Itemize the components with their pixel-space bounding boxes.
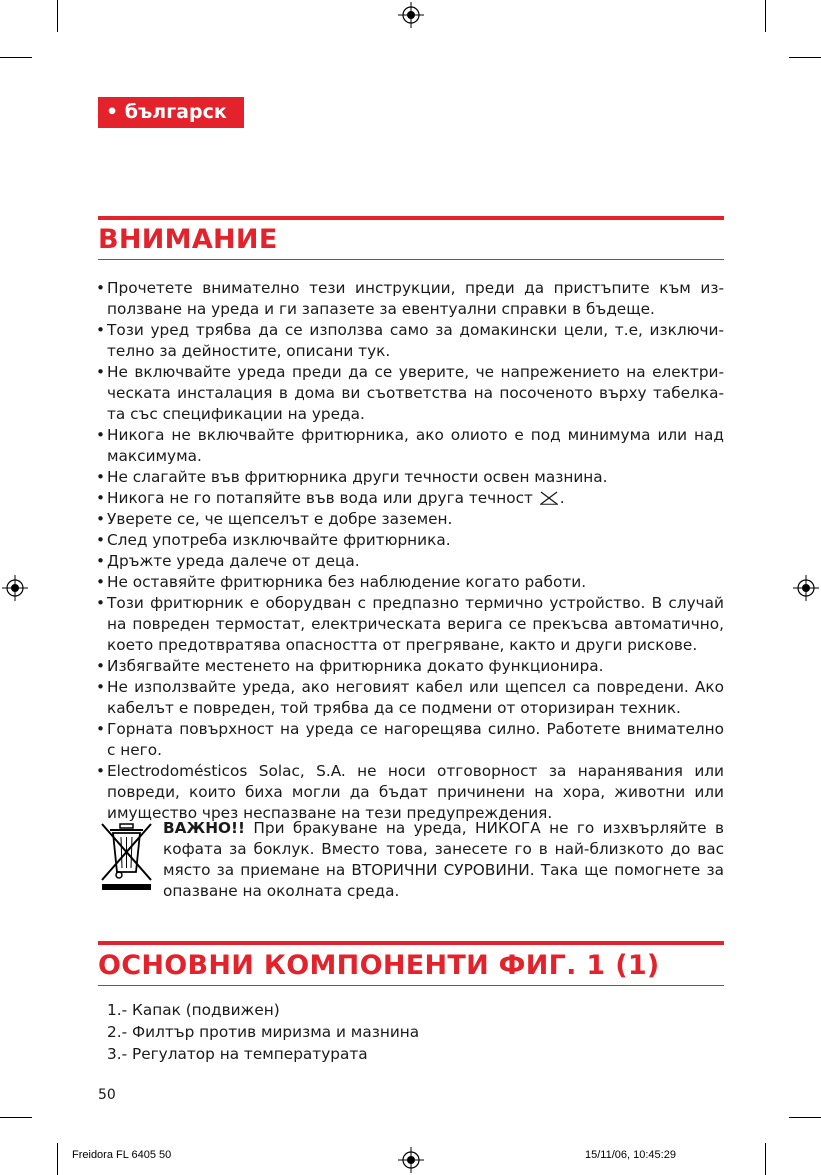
section-rule-top xyxy=(98,941,724,945)
list-item: • Не използвайте уреда, ако неговият кабел или щепсел са повредени. Ако кабелът е повреден, той трябва да се подмени от оторизиран техник. xyxy=(96,677,724,719)
list-item: • Не слагайте във фритюрника други течности освен мазнина. xyxy=(96,467,724,488)
registration-mark-icon xyxy=(2,575,28,601)
list-item: • Никога не включвайте фритюрника, ако олиото е под минимума или над максимума. xyxy=(96,425,724,467)
section-title-warning: ВНИМАНИЕ xyxy=(98,224,278,255)
page-number: 50 xyxy=(98,1087,116,1103)
crop-mark xyxy=(57,0,58,32)
section-rule-bottom xyxy=(98,985,724,986)
list-item: • След употреба изключвайте фритюрника. xyxy=(96,530,724,551)
registration-mark-icon xyxy=(398,1147,424,1173)
list-item: • Electrodomésticos Solac, S.A. не носи отговорност за наранявания или повреди, които биха могли да бъдат причинени на хора, животни или имущество чрез неспазване на тези предупреждения. xyxy=(96,761,724,824)
crop-mark xyxy=(57,1143,58,1175)
crossed-bin-icon xyxy=(98,820,155,892)
important-note xyxy=(163,818,724,902)
section-title-components: ОСНОВНИ КОМПОНЕНТИ ФИГ. 1 (1) xyxy=(98,950,660,981)
crop-mark xyxy=(789,57,821,58)
no-immersion-icon xyxy=(540,491,558,505)
immersion-text: Никога не го потапяйте във вода или друга течност xyxy=(107,489,533,507)
list-item: • Прочетете внимателно тези инструкции, преди да пристъпите към из- ползване на уреда и ги запазете за евентуални справки в бъдеще. xyxy=(96,278,724,320)
registration-mark-icon xyxy=(793,575,819,601)
crop-mark xyxy=(0,1117,32,1118)
footer-right: 15/11/06, 10:45:29 xyxy=(585,1149,676,1161)
important-label: ВАЖНО!! xyxy=(163,819,245,837)
important-text: При бракуване на уреда, НИКОГА не го изхвърляйте в кофата за боклук. Вместо това, занесете го в най-близкото до вас място за приемане на ВТОРИЧНИ СУРОВИНИ. Така ще помогнете за опазване на околната среда. xyxy=(163,819,724,900)
list-item: • Уверете се, че щепселът е добре заземен. xyxy=(96,509,724,530)
list-item: 1.- Капак (подвижен) xyxy=(107,1001,280,1019)
list-item: 3.- Регулатор на температурата xyxy=(107,1045,368,1063)
list-item: • Този уред трябва да се използва само за домакински цели, т.е, изключи- телно за дейностите, описани тук. xyxy=(96,320,724,362)
list-item xyxy=(96,488,724,509)
list-item: • Дръжте уреда далече от деца. xyxy=(96,551,724,572)
section-rule-bottom xyxy=(98,259,724,260)
list-item: • Не включвайте уреда преди да се уверите, че напрежението на електри- ческата инсталация в дома ви съответства на посоченото върху табелка- та със спецификации на уреда. xyxy=(96,362,724,425)
crop-mark xyxy=(765,1143,766,1175)
warning-list xyxy=(96,278,724,824)
section-rule-top xyxy=(98,216,724,220)
registration-mark-icon xyxy=(398,2,424,28)
language-tag: • българск xyxy=(98,97,244,128)
immersion-text-end: . xyxy=(559,489,565,507)
list-item: • Не оставяйте фритюрника без наблюдение когато работи. xyxy=(96,572,724,593)
crop-mark xyxy=(789,1117,821,1118)
list-item: • Горната повърхност на уреда се нагорещява силно. Работете внимателно с него. xyxy=(96,719,724,761)
list-item: • Този фритюрник е оборудван с предпазно термично устройство. В случай на повреден термостат, електрическата верига се прекъсва автоматично, което предотвратява опасността от прегряване, както и други рискове. xyxy=(96,593,724,656)
list-item: 2.- Филтър против миризма и мазнина xyxy=(107,1023,420,1041)
crop-mark xyxy=(765,0,766,32)
footer-left: Freidora FL 6405 50 xyxy=(72,1149,172,1161)
crop-mark xyxy=(0,57,32,58)
list-item: • Избягвайте местенето на фритюрника докато функционира. xyxy=(96,656,724,677)
components-list xyxy=(107,999,419,1065)
